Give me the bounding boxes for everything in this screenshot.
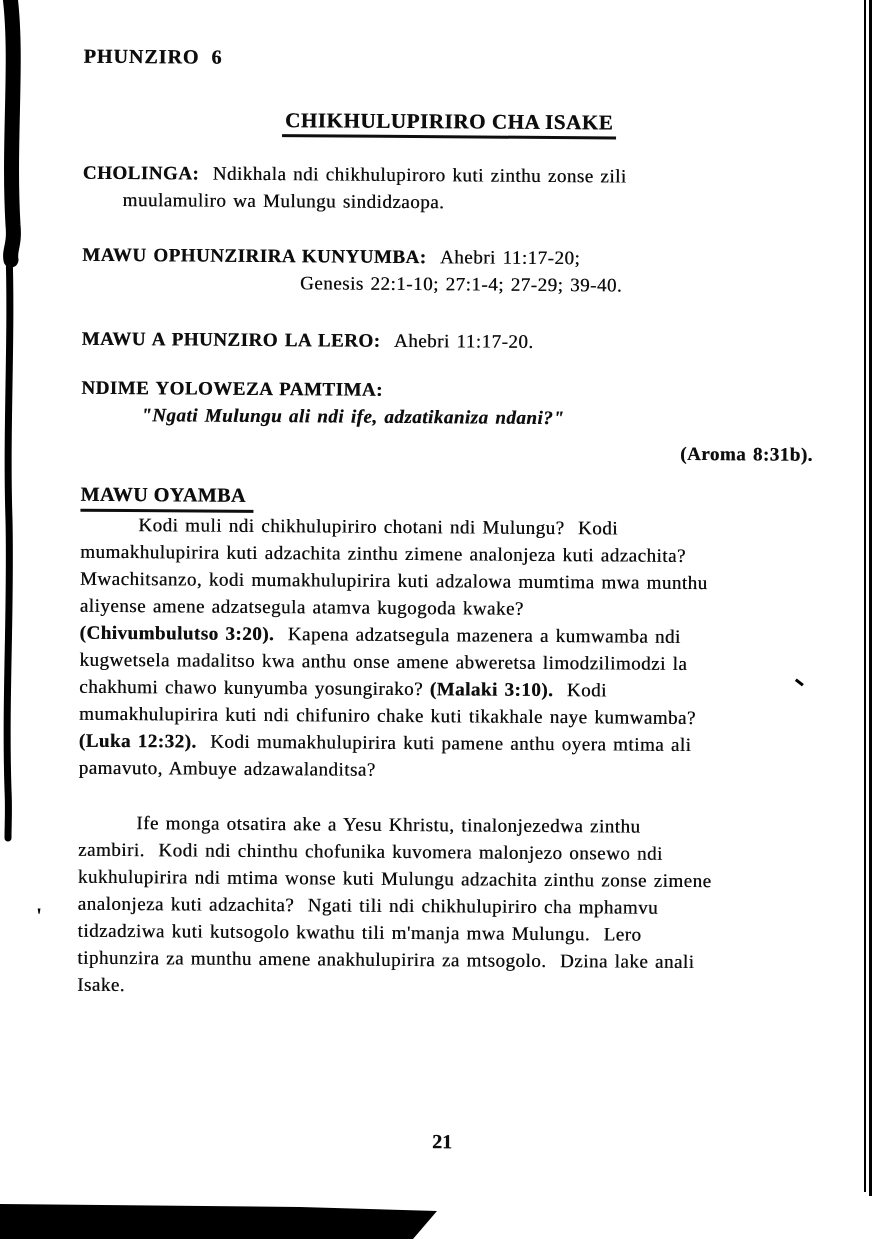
text-segment: Kodi mumakhulupirira kuti pamene anthu oyera mtima ali [196,731,692,756]
text-segment: (Luka 12:32). [78,730,197,753]
scan-stray-mark-left-margin: ' [36,903,43,928]
lesson-label: PHUNZIRO 6 [83,45,223,69]
text-segment: NDIME YOLOWEZA PAMTIMA: [81,377,383,401]
text-segment: MAWU OPHUNZIRIRA KUNYUMBA: [82,244,441,269]
text-segment: CHOLINGA: [82,162,213,185]
text-segment: Ndikhala ndi chikhulupiroro kuti zinthu zonse zili [212,163,627,188]
text-segment: muulamuliro wa Mulungu sindidzaopa. [122,189,445,214]
mawu-oyamba-heading: MAWU OYAMBA [80,482,254,513]
text-segment: Kodi muli ndi chikhulupiriro chotani ndi Mulungu? Kodi [138,515,619,540]
text-segment: MAWU A PHUNZIRO LA LERO: [81,328,395,352]
text-segment: pamavuto, Ambuye adzawalanditsa? [78,757,376,781]
text-segment: Ahebri 11:17-20; [439,247,581,270]
text-segment: "Ngati Mulungu ali ndi ife, adzatikaniza ndani?" [141,405,565,430]
text-segment: mumakhulupirira kuti adzachita zinthu zimene analonjeza kuti adzachita? [80,541,686,567]
text-segment: Genesis 22:1-10; 27:1-4; 27-29; 39-40. [299,273,623,297]
text-segment: aliyense amene adzatsegula atamva kugogoda kwake? [79,595,524,620]
text-segment: zambiri. Kodi ndi chinthu chofunika kuvomera malonjezo onsewo ndi [77,839,663,865]
text-segment: Ahebri 11:17-20. [393,330,534,353]
document-title: CHIKHULUPIRIRO CHA ISAKE [282,108,616,139]
text-segment: Isake. [77,974,126,997]
page-edge-line-right-inner [864,0,866,1192]
text-segment: kukhulupirira ndi mtima wonse kuti Mulungu adzachita zinthu zonse zimene [77,866,712,893]
text-segment: Kodi [553,680,607,702]
text-segment: chakhumi chawo kunyumba yosungirako? [79,676,430,701]
text-segment: mumakhulupirira kuti ndi chifuniro chake kuti tikakhale naye kumwamba? [78,703,696,730]
scan-artifact-bottom-wedge [0,1204,437,1239]
text-segment: Ife monga otsatira ake a Yesu Khristu, tinalonjezedwa zinthu [136,813,641,838]
text-segment: kugwetsela madalitso kwa anthu onse amene abweretsa limodzilimodzi la [79,649,688,675]
text-segment: (Aroma 8:31b). [680,443,813,466]
text-segment: Mwachitsanzo, kodi mumakhulupirira kuti adzalowa mumtima mwa munthu [79,568,708,595]
text-segment: tiphunzira za munthu amene anakhulupirira za mtsogolo. Dzina lake anali [77,947,695,974]
text-segment: analonjeza kuti adzachita? Ngati tili ndi chikhulupiriro cha mphamvu [77,893,659,919]
text-segment: (Chivumbulutso 3:20). [79,622,275,646]
text-segment: (Malaki 3:10). [429,679,554,702]
text-segment: Kapena adzatsegula mazenera a kumwamba ndi [274,624,681,648]
page-number: 21 [431,1131,453,1154]
text-segment: tidzadziwa kuti kutsogolo kwathu tili m'manja mwa Mulungu. Lero [77,920,642,946]
